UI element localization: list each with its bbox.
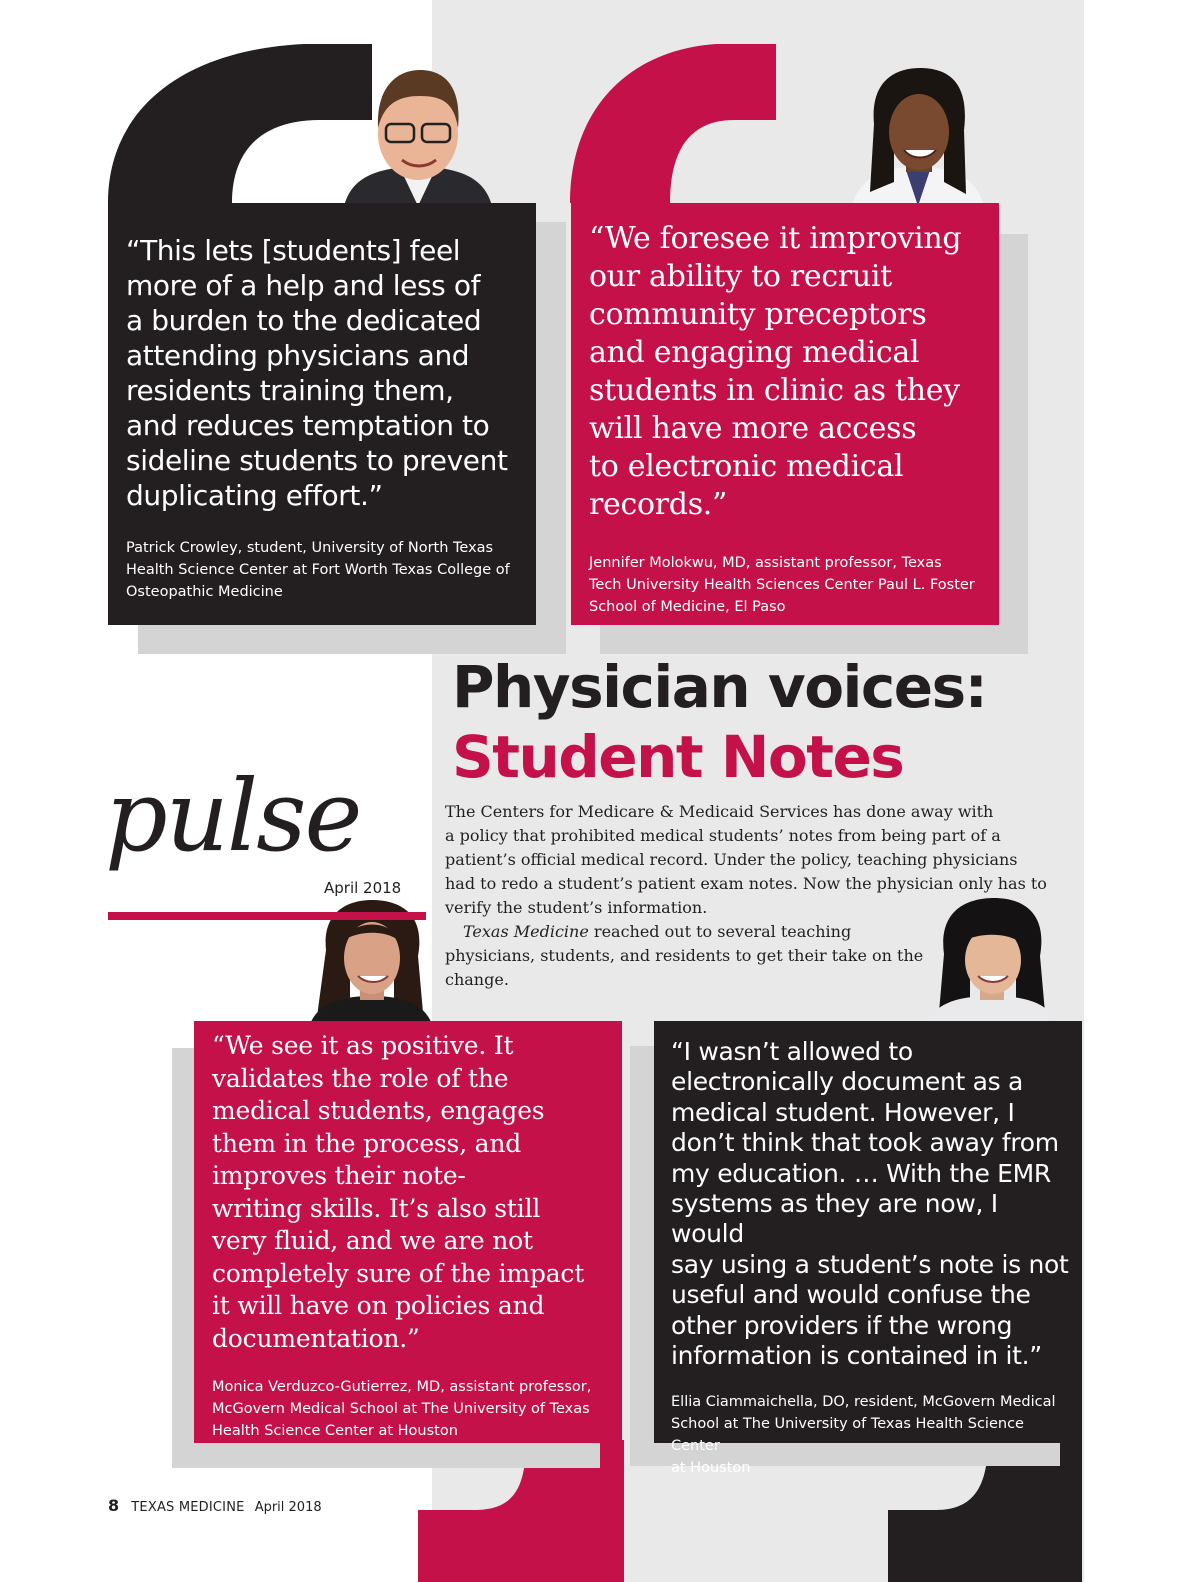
headshot-jennifer-molokwu <box>840 64 996 206</box>
intro-text <box>445 800 1055 992</box>
footer-date: April 2018 <box>254 1500 322 1515</box>
intro-line: change. <box>445 970 509 989</box>
intro-line: The Centers for Medicare & Medicaid Services has done away with <box>445 802 994 821</box>
magazine-name: TEXAS MEDICINE <box>131 1500 245 1515</box>
quote-attribution: Ellia Ciammaichella, DO, resident, McGovern Medical School at The University of Texas Health Science Center at Houston <box>671 1394 1056 1477</box>
intro-line: verify the student’s information. <box>445 898 708 917</box>
quote-box-molokwu <box>571 203 999 625</box>
magazine-name-italic: Texas Medicine <box>463 922 589 941</box>
intro-line: patient’s official medical record. Under the policy, teaching physicians <box>445 850 1018 869</box>
headline-line-1: Physician voices: <box>452 653 987 721</box>
quote-box-verduzco-gutierrez <box>194 1021 622 1443</box>
quote-attribution: Jennifer Molokwu, MD, assistant professor, Texas Tech University Health Sciences Center Paul L. Foster School of Medicine, El Paso <box>589 555 975 615</box>
quote-box-crowley <box>108 203 536 625</box>
intro-line: had to redo a student’s patient exam notes. Now the physician only has to <box>445 874 1047 893</box>
red-opening-quote-mark <box>566 40 786 220</box>
quote-attribution: Monica Verduzco-Gutierrez, MD, assistant professor, McGovern Medical School at The University of Texas Health Science Center at Houston <box>212 1379 592 1439</box>
page-headline <box>452 652 986 792</box>
headline-line-2: Student Notes <box>452 723 904 791</box>
headshot-patrick-crowley <box>338 64 498 206</box>
quote-text: “This lets [students] feel more of a help and less of a burden to the dedicated attending physicians and residents training them, and reduces temptation to sideline students to prevent duplicating effort.” <box>126 234 508 512</box>
quote-box-ciammaichella <box>654 1021 1082 1477</box>
quote-text: “I wasn’t allowed to electronically document as a medical student. However, I don’t think that took away from my education. … With the EMR systems as they are now, I would say using a student’s note is not useful and would confuse the other providers if the wrong information is contained in it.” <box>671 1037 1069 1371</box>
quote-text: “We foresee it improving our ability to recruit community preceptors and engaging medical students in clinic as they will have more access to electronic medical records.” <box>589 221 962 522</box>
section-date: April 2018 <box>324 879 402 897</box>
page-number: 8 <box>108 1496 120 1515</box>
page-footer <box>108 1496 322 1515</box>
quote-text: “We see it as positive. It validates the role of the medical students, engages them in the process, and improves their note- writing skills. It’s also still very fluid, and we are not completely sure of the impact it will have on policies and documentation.” <box>212 1031 585 1353</box>
intro-line: physicians, students, and residents to get their take on the <box>445 946 924 965</box>
red-divider-rule <box>108 912 426 920</box>
intro-line: a policy that prohibited medical students’ notes from being part of a <box>445 826 1001 845</box>
quote-attribution: Patrick Crowley, student, University of North Texas Health Science Center at Fort Worth Texas College of Osteopathic Medicine <box>126 540 510 600</box>
intro-line: Texas Medicine reached out to several teaching <box>463 922 852 941</box>
section-name: pulse <box>105 760 361 874</box>
